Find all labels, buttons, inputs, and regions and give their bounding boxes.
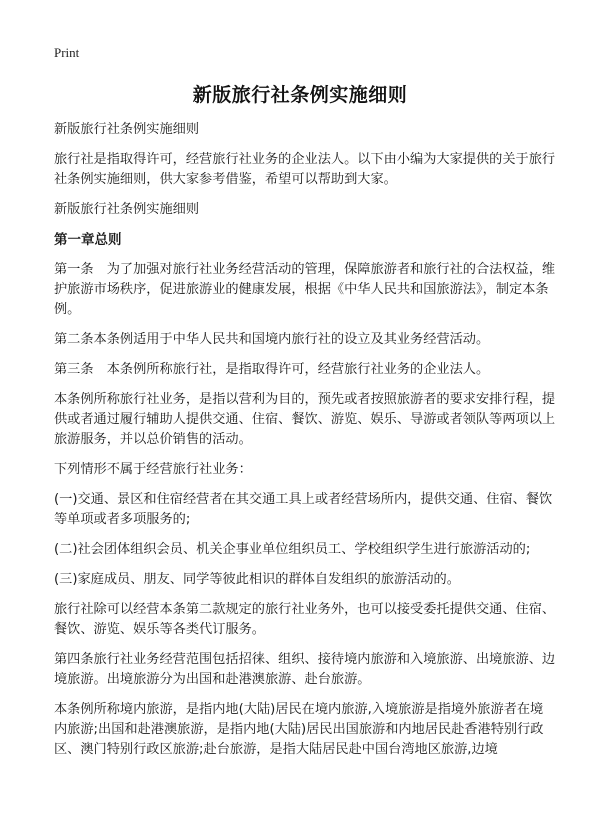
paragraph-domestic-definition: 本条例所称境内旅游，是指内地(大陆)居民在境内旅游,入境旅游是指境外旅游者在境内旅游;出国和赴港澳旅游，是指内地(大陆)居民出国旅游和内地居民赴香港特别行政区、澳门特别行政区旅游;赴台旅游，是指大陆居民赴中国台湾地区旅游,边境 [54,702,544,757]
page-title: 新版旅行社条例实施细则 [192,84,408,106]
paragraph-exclusion-3: (三)家庭成员、朋友、同学等彼此相识的群体自发组织的旅游活动的。 [54,572,460,587]
paragraph-exclusion-1: (一)交通、景区和住宿经营者在其交通工具上或者经营场所内，提供交通、住宿、餐饮等单项或者多项服务的; [54,492,553,527]
document-body [54,120,556,770]
paragraph-intro: 旅行社是指取得许可，经营旅行社业务的企业法人。以下由小编为大家提供的关于旅行社条例实施细则，供大家参考借鉴，希望可以帮助到大家。 [54,152,556,187]
paragraph-article-1: 第一条 为了加强对旅行社业务经营活动的管理，保障旅游者和旅行社的合法权益，维护旅游市场秩序，促进旅游业的健康发展，根据《中华人民共和国旅游法》，制定本条例。 [54,262,556,317]
print-label: Print [54,45,80,60]
paragraph-article-4: 第四条旅行社业务经营范围包括招徕、组织、接待境内旅游和入境旅游、出境旅游、边境旅游。出境旅游分为出国和赴港澳旅游、赴台旅游。 [54,652,556,687]
paragraph-article-3: 第三条 本条例所称旅行社，是指取得许可，经营旅行社业务的企业法人。 [54,362,490,377]
paragraph-subtitle: 新版旅行社条例实施细则 [54,122,200,137]
paragraph-commission: 旅行社除可以经营本条第二款规定的旅行社业务外，也可以接受委托提供交通、住宿、餐饮、游览、娱乐等各类代订服务。 [54,602,556,637]
paragraph-subtitle-repeat: 新版旅行社条例实施细则 [54,202,200,217]
chapter-heading: 第一章总则 [54,232,122,248]
paragraph-business-definition: 本条例所称旅行社业务，是指以营利为目的，预先或者按照旅游者的要求安排行程，提供或者通过履行辅助人提供交通、住宿、餐饮、游览、娱乐、导游或者领队等两项以上旅游服务，并以总价销售的活动。 [54,392,556,447]
paragraph-exclusion-2: (二)社会团体组织会员、机关企事业单位组织员工、学校组织学生进行旅游活动的; [54,542,531,557]
paragraph-article-2: 第二条本条例适用于中华人民共和国境内旅行社的设立及其业务经营活动。 [54,332,490,347]
paragraph-exclusions-intro: 下列情形不属于经营旅行社业务： [54,462,252,477]
